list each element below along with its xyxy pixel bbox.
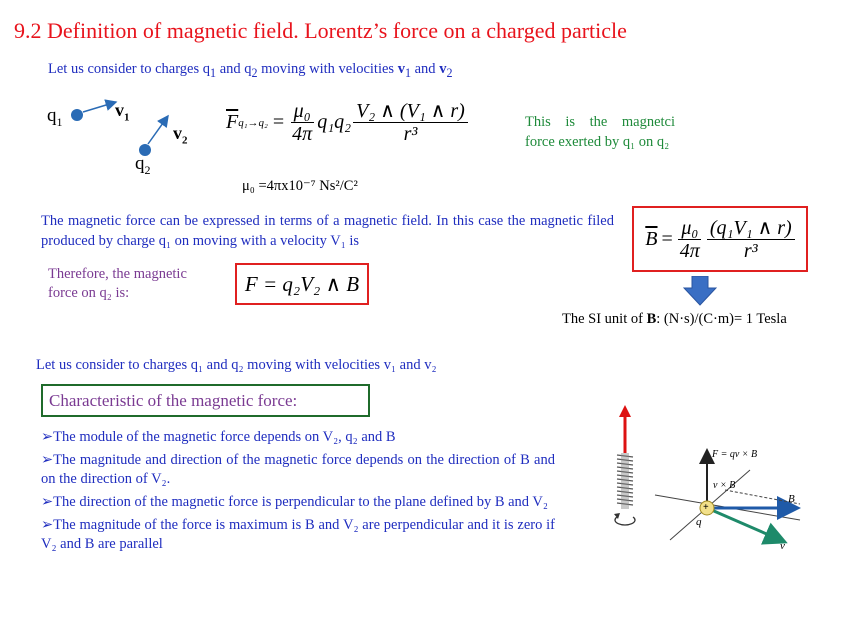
si-unit-symbol: B — [646, 311, 657, 327]
b-mu-over-4pi: $\frac{\text{μ₀}}{4\pi}$ — [679, 216, 700, 262]
intro-v1: v — [397, 61, 405, 77]
velocity-v1-arrow — [83, 102, 116, 112]
side-note: This is the magnetci force exerted by q₁ on q₂ — [525, 114, 675, 150]
si-unit-note — [562, 311, 787, 328]
characteristic-heading-box — [41, 384, 370, 417]
force-symbol: $\overline{F}$ — [226, 111, 239, 133]
force-equation: $\overline{F}$ q₁→q₂ = $\frac{\text{μ₀}}{4\pi}$ q₁q₂ $\frac{\text{V₂ ∧ (V₁ ∧ r)}}{\text{r³}}$ — [226, 100, 468, 145]
list-item: ➢The magnitude and direction of the magnetic force depends on the direction of B and on the direction of V₂. — [41, 452, 555, 487]
label-f-equals-qv-cross-b: F = qv × B — [712, 449, 758, 460]
title-part-lorentz: Lorentz’s force on a charged particle — [298, 18, 627, 43]
label-q2: $q_2$ — [135, 153, 151, 177]
cross-product-fraction: $\frac{\text{V₂ ∧ (V₁ ∧ r)}}{\text{r³}}$ — [353, 100, 468, 145]
magnetic-field-equation-box: $\overline{B}$ = $\frac{\text{μ₀}}{4\pi}$ $\frac{\text{(q₁V₁ ∧ r)}}{\text{r³}}$ — [632, 206, 808, 272]
intro-line — [48, 61, 452, 81]
intro-text-c: moving with velocities — [257, 61, 398, 77]
label-q1: $q_1$ — [47, 105, 63, 129]
intro-text-b: and q — [216, 61, 252, 77]
label-charge-q: q — [696, 516, 702, 528]
force-subscript: q₁→q₂ — [238, 116, 268, 129]
characteristic-heading: Characteristic of the magnetic force: — [49, 391, 298, 410]
label-b-vector: B — [788, 493, 795, 505]
lorentz-force-equation: F = q₂V₂ ∧ B — [244, 271, 360, 296]
label-v-cross-b: v × B — [713, 480, 736, 491]
intro-sub-1: 1 — [210, 65, 217, 80]
intro-text-d: and — [411, 61, 440, 77]
intro-sub-2: 2 — [251, 65, 258, 80]
mu0-definition: μ₀ =4πx10⁻⁷ Ns²/C² — [242, 178, 358, 194]
list-item: ➢The magnitude of the force is maximum is B and V₂ are perpendicular and it is zero if V₂ and B are parallel — [41, 517, 555, 552]
page-title — [14, 18, 627, 44]
intro-line-2: Let us consider to charges q₁ and q₂ moving with velocities v₁ and v₂ — [36, 357, 437, 373]
label-v2: $v_2$ — [173, 123, 188, 147]
lorentz-force-equation-box — [235, 263, 369, 305]
list-item: ➢The module of the magnetic force depends on V₂, q₂ and B — [41, 429, 396, 445]
title-part-definition: 9.2 Definition of magnetic field. — [14, 18, 299, 43]
list-item: ➢The direction of the magnetic force is perpendicular to the plane defined by B and V₂ — [41, 494, 548, 510]
charge-plus-sign: + — [703, 502, 709, 513]
down-arrow-icon — [683, 276, 717, 306]
characteristics-list — [41, 428, 555, 558]
charge-q1-dot — [71, 109, 83, 121]
label-v-vector: v — [780, 540, 785, 552]
velocity-v2-arrow — [148, 116, 168, 144]
mu-over-4pi: $\frac{\text{μ₀}}{4\pi}$ — [292, 100, 313, 145]
b-symbol: $\overline{B}$ — [645, 227, 658, 250]
therefore-text: Therefore, the magnetic force on q₂ is: — [48, 266, 187, 301]
charges-product: q₁q₂ — [317, 111, 352, 133]
si-unit-suffix: : (N·s)/(C·m)= 1 Tesla — [656, 311, 787, 327]
label-v1: $v_1$ — [115, 100, 130, 124]
right-hand-screw-icon — [600, 405, 650, 530]
intro-sub-v2: 2 — [446, 65, 453, 80]
intro-text-a: Let us consider to charges q — [48, 61, 211, 77]
intro-v2: v — [439, 61, 447, 77]
si-unit-prefix: The SI unit of — [562, 311, 647, 327]
field-paragraph: The magnetic force can be expressed in terms of a magnetic field. In this case the magnetic filed produced by charge q₁ on moving with a velocity V₁ is — [41, 213, 614, 249]
b-cross-fraction: $\frac{\text{(q₁V₁ ∧ r)}}{\text{r³}}$ — [707, 217, 795, 262]
intro-sub-v1: 1 — [404, 65, 411, 80]
